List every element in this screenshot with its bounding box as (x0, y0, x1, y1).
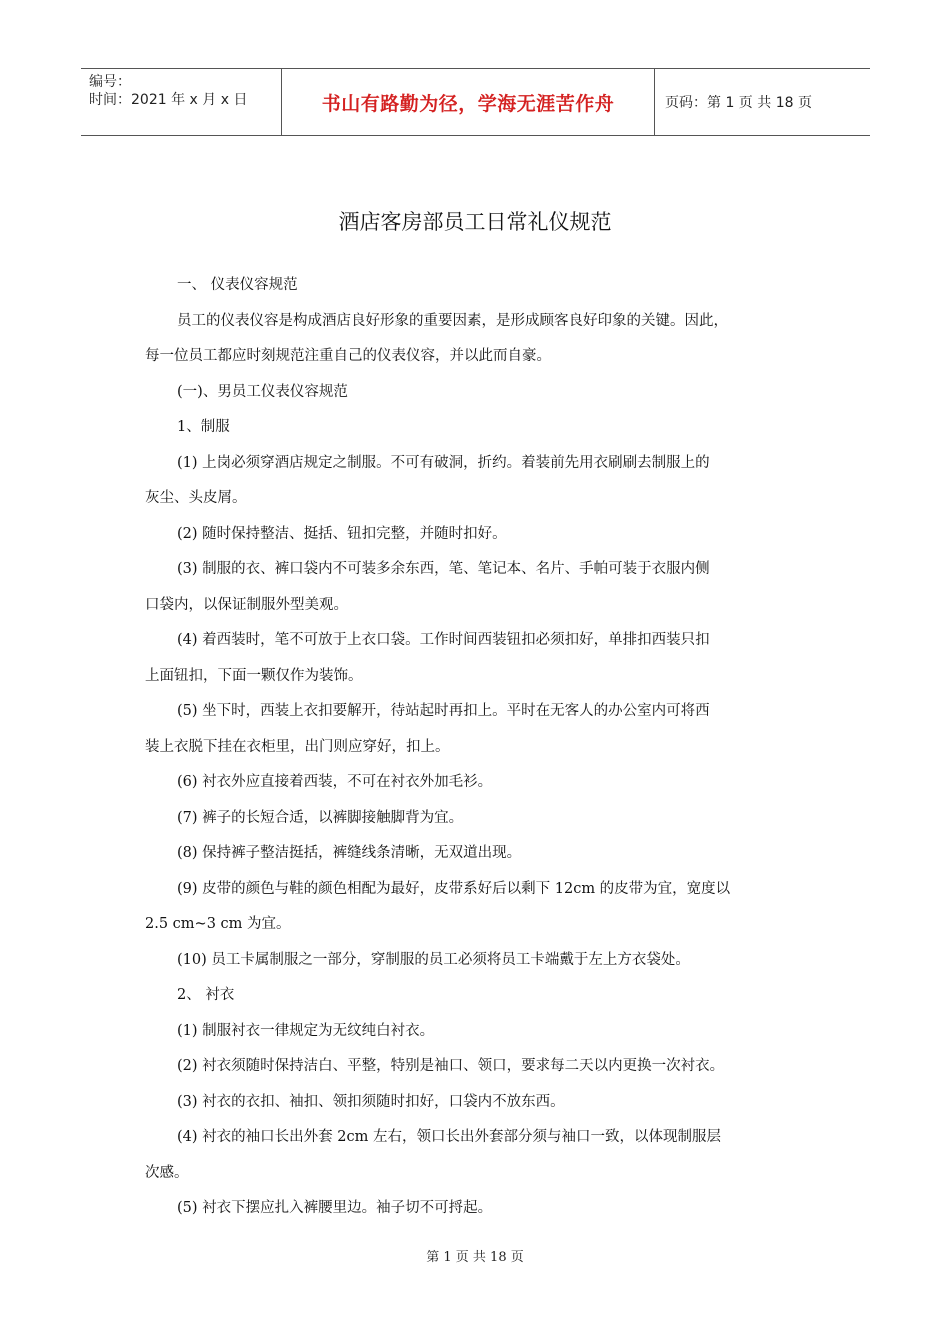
paragraph-line: 灰尘、头皮屑。 (145, 490, 247, 506)
header-meta (81, 69, 281, 135)
paragraph-line: (9) 皮带的颜色与鞋的颜色相配为最好，皮带系好后以剩下 12cm 的皮带为宜，宽度以 (177, 880, 731, 897)
paragraph-line: 口袋内，以保证制服外型美观。 (145, 596, 348, 613)
paragraph-line: (1) 制服衬衣一律规定为无纹纯白衬衣。 (177, 1022, 435, 1039)
paragraph-line: 一、 仪表仪容规范 (177, 277, 298, 293)
paragraph-line: (3) 衬衣的衣扣、袖扣、领扣须随时扣好，口袋内不放东西。 (177, 1093, 565, 1110)
document-title: 酒店客房部员工日常礼仪规范 (338, 210, 612, 234)
paragraph-line: 上面钮扣，下面一颗仅作为装饰。 (145, 667, 363, 684)
paragraph-line: (5) 坐下时，西装上衣扣要解开，待站起时再扣上。平时在无客人的办公室内可将西 (177, 703, 710, 719)
paragraph-line: (4) 着西装时，笔不可放于上衣口袋。工作时间西装钮扣必须扣好，单排扣西装只扣 (177, 632, 710, 648)
paragraph-line: 2.5 cm~3 cm 为宜。 (145, 916, 291, 932)
document-body (145, 268, 807, 1227)
document-header (81, 68, 870, 136)
time-label: 时间：2021 年 x 月 x 日 (89, 92, 248, 108)
paragraph-line: (10) 员工卡属制服之一部分，穿制服的员工必须将员工卡端戴于左上方衣袋处。 (177, 951, 690, 968)
paragraph-line: (2) 衬衣须随时保持洁白、平整，特别是袖口、领口，要求每二天以内更换一次衬衣。 (177, 1058, 725, 1074)
paragraph-line: 每一位员工都应时刻规范注重自己的仪表仪容，并以此而自豪。 (145, 348, 551, 364)
page-footer: 第 1 页 共 18 页 (426, 1250, 524, 1265)
paragraph-line: 2、 衬衣 (177, 987, 235, 1003)
number-label: 编号： (89, 74, 131, 90)
paragraph-line: (4) 衬衣的袖口长出外套 2cm 左右，领口长出外套部分须与袖口一致，以体现制服层 (177, 1129, 721, 1145)
paragraph-line: (2) 随时保持整洁、挺括、钮扣完整，并随时扣好。 (177, 525, 507, 542)
paragraph-line: 装上衣脱下挂在衣柜里，出门则应穿好，扣上。 (145, 738, 450, 755)
header-motto: 书山有路勤为径，学海无涯苦作舟 (281, 69, 655, 135)
paragraph-line: (一)、男员工仪表仪容规范 (177, 383, 348, 400)
paragraph-line: (7) 裤子的长短合适，以裤脚接触脚背为宜。 (177, 809, 464, 826)
paragraph-line: (1) 上岗必须穿酒店规定之制服。不可有破洞，折约。着装前先用衣刷刷去制服上的 (177, 454, 710, 471)
header-page-info: 页码：第 1 页 共 18 页 (665, 95, 812, 111)
paragraph-line: 1、制服 (177, 419, 230, 435)
paragraph-line: (8) 保持裤子整洁挺括，裤缝线条清晰，无双道出现。 (177, 845, 522, 861)
paragraph-line: (3) 制服的衣、裤口袋内不可装多余东西，笔、笔记本、名片、手帕可装于衣服内侧 (177, 561, 710, 577)
paragraph-line: 员工的仪表仪容是构成酒店良好形象的重要因素，是形成顾客良好印象的关键。因此， (177, 312, 728, 329)
paragraph-line: (5) 衬衣下摆应扎入裤腰里边。袖子切不可捋起。 (177, 1200, 493, 1216)
paragraph-line: 次感。 (145, 1164, 189, 1181)
paragraph-line: (6) 衬衣外应直接着西装，不可在衬衣外加毛衫。 (177, 774, 493, 790)
